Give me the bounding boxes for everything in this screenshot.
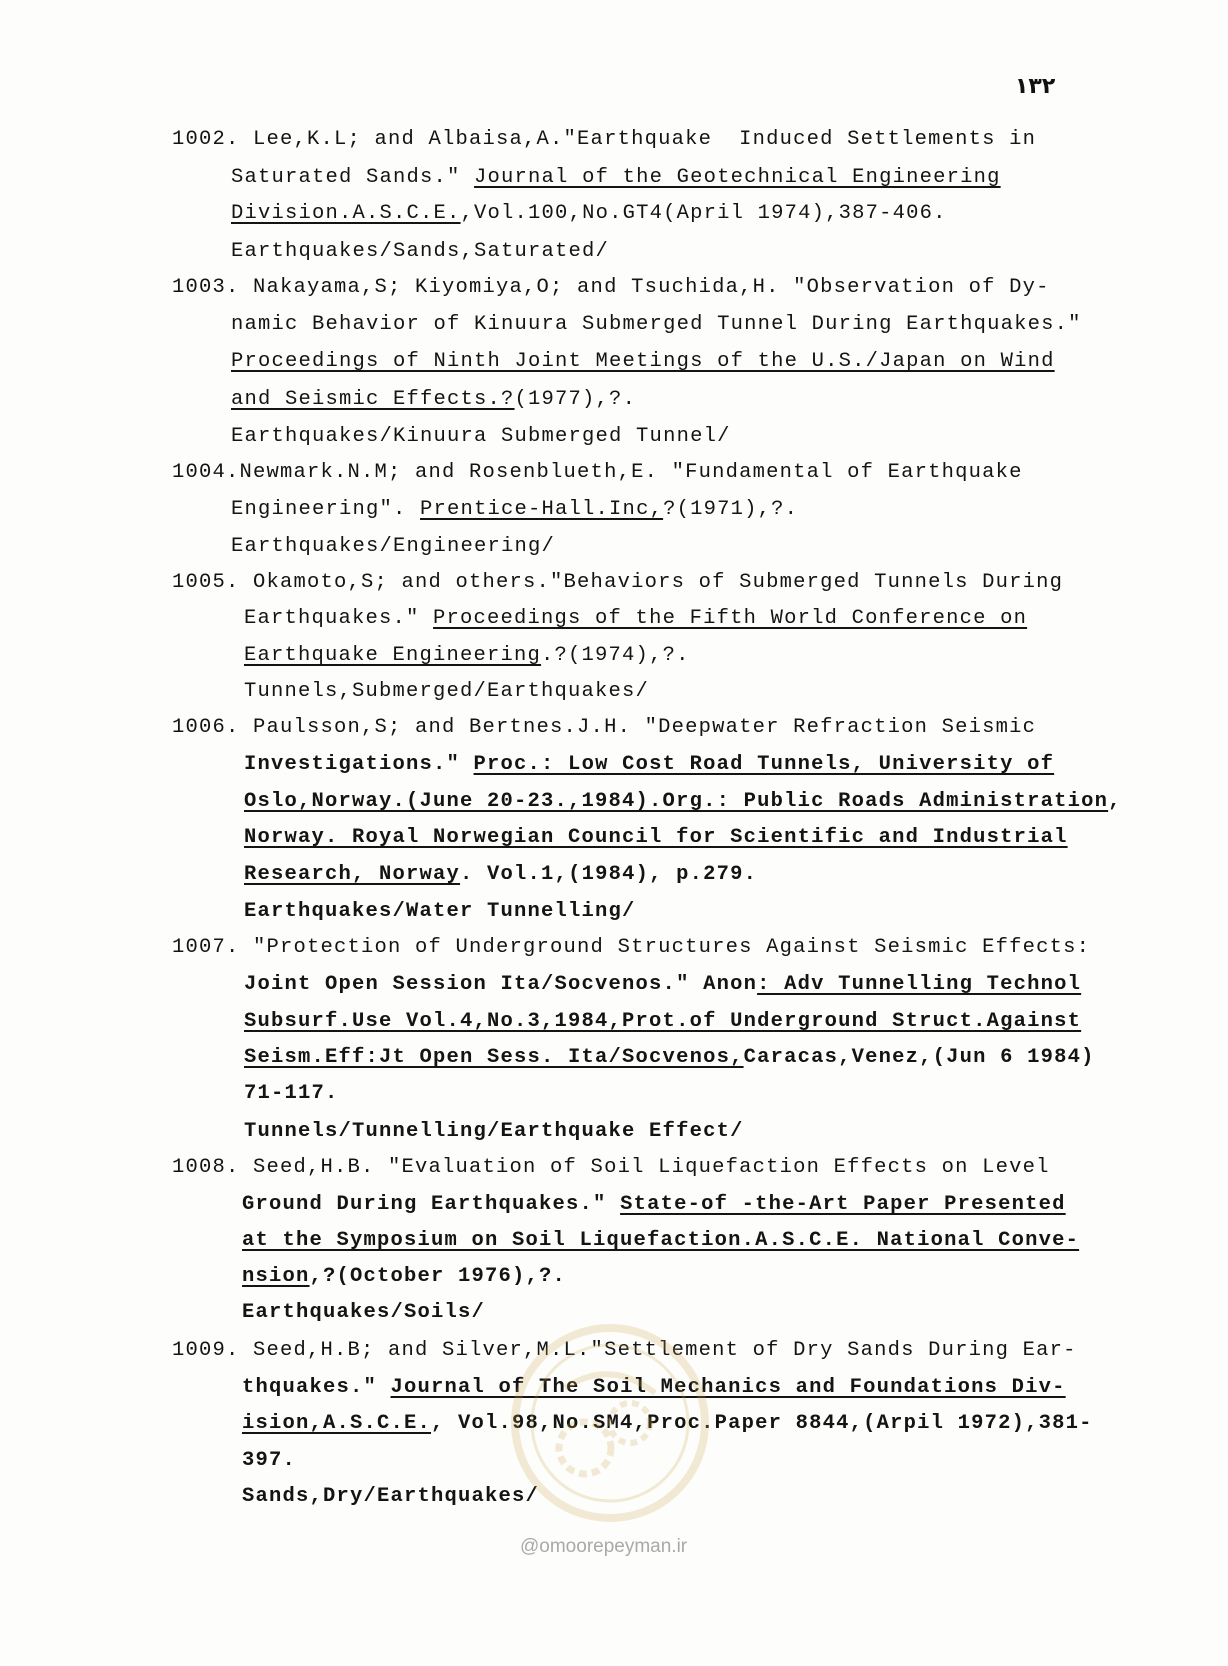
underlined-title: Division.A.S.C.E. xyxy=(231,202,461,225)
entry-line xyxy=(244,680,649,703)
underlined-title: Oslo,Norway.(June 20-23.,1984).Org.: Public Roads Administration xyxy=(244,790,1109,813)
entry-first-line xyxy=(172,716,1036,739)
underlined-title: Journal of The Soil Mechanics and Foundations Div- xyxy=(390,1376,1066,1399)
entry-line xyxy=(242,1485,539,1508)
entry-line xyxy=(244,1046,1095,1069)
underlined-title: Subsurf.Use Vol.4,No.3,1984,Prot.of Underground Struct.Against xyxy=(244,1010,1082,1033)
underlined-title: Norway. Royal Norwegian Council for Scientific and Industrial xyxy=(244,826,1068,849)
text-segment: Tunnels/Tunnelling/Earthquake Effect/ xyxy=(244,1120,744,1143)
text-segment: 1008. Seed,H.B. "Evaluation of Soil Liquefaction Effects on Level xyxy=(172,1156,1050,1179)
entry-line xyxy=(244,1082,339,1105)
underlined-title: Journal of the Geotechnical Engineering xyxy=(474,166,1001,189)
text-segment: Earthquakes/Sands,Saturated/ xyxy=(231,240,610,263)
text-segment: 1007. "Protection of Underground Structures Against Seismic Effects: xyxy=(172,936,1091,959)
entry-line xyxy=(242,1449,296,1472)
text-segment: Earthquakes/Soils/ xyxy=(242,1301,486,1324)
text-segment: Earthquakes." xyxy=(244,607,434,630)
entry-first-line xyxy=(172,936,1090,959)
text-segment: Earthquakes/Kinuura Submerged Tunnel/ xyxy=(231,425,731,448)
text-segment: Engineering". xyxy=(231,498,421,521)
text-segment: , Vol.98,No.SM4,Proc.Paper 8844,(Arpil 1972),381- xyxy=(431,1412,1093,1435)
entry-line xyxy=(242,1301,485,1324)
entry-line xyxy=(244,826,1068,849)
text-segment: Tunnels,Submerged/Earthquakes/ xyxy=(244,680,650,703)
entry-line xyxy=(231,388,636,411)
underlined-title: nsion xyxy=(242,1265,310,1288)
underlined-title: Research, Norway xyxy=(244,863,461,886)
entry-first-line xyxy=(172,461,1023,484)
text-segment: ?(1971),?. xyxy=(663,498,799,521)
underlined-title: State-of -the-Art Paper Presented xyxy=(620,1193,1066,1216)
text-segment: Ground During Earthquakes." xyxy=(242,1193,621,1216)
underlined-title: : Adv Tunnelling Technol xyxy=(757,973,1082,996)
entry-line xyxy=(244,973,1081,996)
underlined-title: Seism.Eff:Jt Open Sess. Ita/Socvenos, xyxy=(244,1046,744,1069)
entry-line xyxy=(242,1229,1079,1252)
text-segment: Caracas,Venez,(Jun 6 1984) xyxy=(743,1046,1095,1069)
text-segment: ,?(October 1976),?. xyxy=(309,1265,567,1288)
underlined-title: Earthquake Engineering xyxy=(244,644,542,667)
entry-line xyxy=(244,900,636,923)
text-segment: .?(1974),?. xyxy=(541,644,690,667)
entry-line xyxy=(231,350,1055,373)
entry-line xyxy=(244,1120,744,1143)
entry-line xyxy=(231,313,1082,336)
entry-line xyxy=(242,1412,1093,1435)
entry-line xyxy=(244,1010,1081,1033)
watermark-text: @omoorepeyman.ir xyxy=(520,1536,688,1557)
entry-line xyxy=(231,535,555,558)
entry-line xyxy=(244,863,757,886)
text-segment: Earthquakes/Water Tunnelling/ xyxy=(244,900,636,923)
text-segment: 1004.Newmark.N.M; and Rosenblueth,E. "Fundamental of Earthquake xyxy=(172,461,1023,484)
text-segment: (1977),?. xyxy=(514,388,637,411)
text-segment: . Vol.1,(1984), p.279. xyxy=(460,863,758,886)
page-number: ۱۳۲ xyxy=(1015,74,1056,99)
text-segment: ,Vol.100,No.GT4(April 1974),387-406. xyxy=(460,202,947,225)
text-segment: 1002. Lee,K.L; and Albaisa,A."Earthquake Induced Settlements in xyxy=(172,128,1037,151)
entry-line xyxy=(242,1193,1066,1216)
text-segment: 1005. Okamoto,S; and others."Behaviors of Submerged Tunnels During xyxy=(172,571,1064,594)
entry-line xyxy=(244,790,1122,813)
text-segment: 397. xyxy=(242,1449,297,1472)
text-segment: Joint Open Session Ita/Socvenos." Anon xyxy=(244,973,758,996)
text-segment: , xyxy=(1108,790,1122,813)
text-segment: namic Behavior of Kinuura Submerged Tunnel During Earthquakes." xyxy=(231,313,1082,336)
entry-first-line xyxy=(172,276,1050,299)
text-segment: Earthquakes/Engineering/ xyxy=(231,535,556,558)
entry-first-line xyxy=(172,128,1036,151)
text-segment: 1009. Seed,H.B; and Silver,M.L."Settlement of Dry Sands During Ear- xyxy=(172,1339,1077,1362)
entry-line xyxy=(231,240,609,263)
entry-line xyxy=(244,753,1054,776)
underlined-title: Prentice-Hall.Inc, xyxy=(420,498,664,521)
underlined-title: Proceedings of the Fifth World Conference on xyxy=(433,607,1028,630)
text-segment: 1006. Paulsson,S; and Bertnes.J.H. "Deepwater Refraction Seismic xyxy=(172,716,1037,739)
entry-first-line xyxy=(172,1339,1077,1362)
underlined-title: ision,A.S.C.E. xyxy=(242,1412,432,1435)
underlined-title: and Seismic Effects.? xyxy=(231,388,515,411)
entry-line xyxy=(231,166,1001,189)
entry-line xyxy=(242,1265,566,1288)
underlined-title: at the Symposium on Soil Liquefaction.A.S.C.E. National Conve- xyxy=(242,1229,1080,1252)
entry-first-line xyxy=(172,571,1063,594)
entry-line xyxy=(231,425,731,448)
text-segment: 71-117. xyxy=(244,1082,339,1105)
entry-line xyxy=(242,1376,1066,1399)
entry-line xyxy=(244,607,1027,630)
text-segment: 1003. Nakayama,S; Kiyomiya,O; and Tsuchida,H. "Observation of Dy- xyxy=(172,276,1050,299)
entry-line xyxy=(244,644,690,667)
entry-line xyxy=(231,202,947,225)
entry-first-line xyxy=(172,1156,1050,1179)
underlined-title: Proc.: Low Cost Road Tunnels, University of xyxy=(473,753,1055,776)
text-segment: thquakes." xyxy=(242,1376,391,1399)
underlined-title: Proceedings of Ninth Joint Meetings of the U.S./Japan on Wind xyxy=(231,350,1055,373)
text-segment: Sands,Dry/Earthquakes/ xyxy=(242,1485,540,1508)
text-segment: Investigations." xyxy=(244,753,474,776)
entry-line xyxy=(231,498,798,521)
text-segment: Saturated Sands." xyxy=(231,166,475,189)
